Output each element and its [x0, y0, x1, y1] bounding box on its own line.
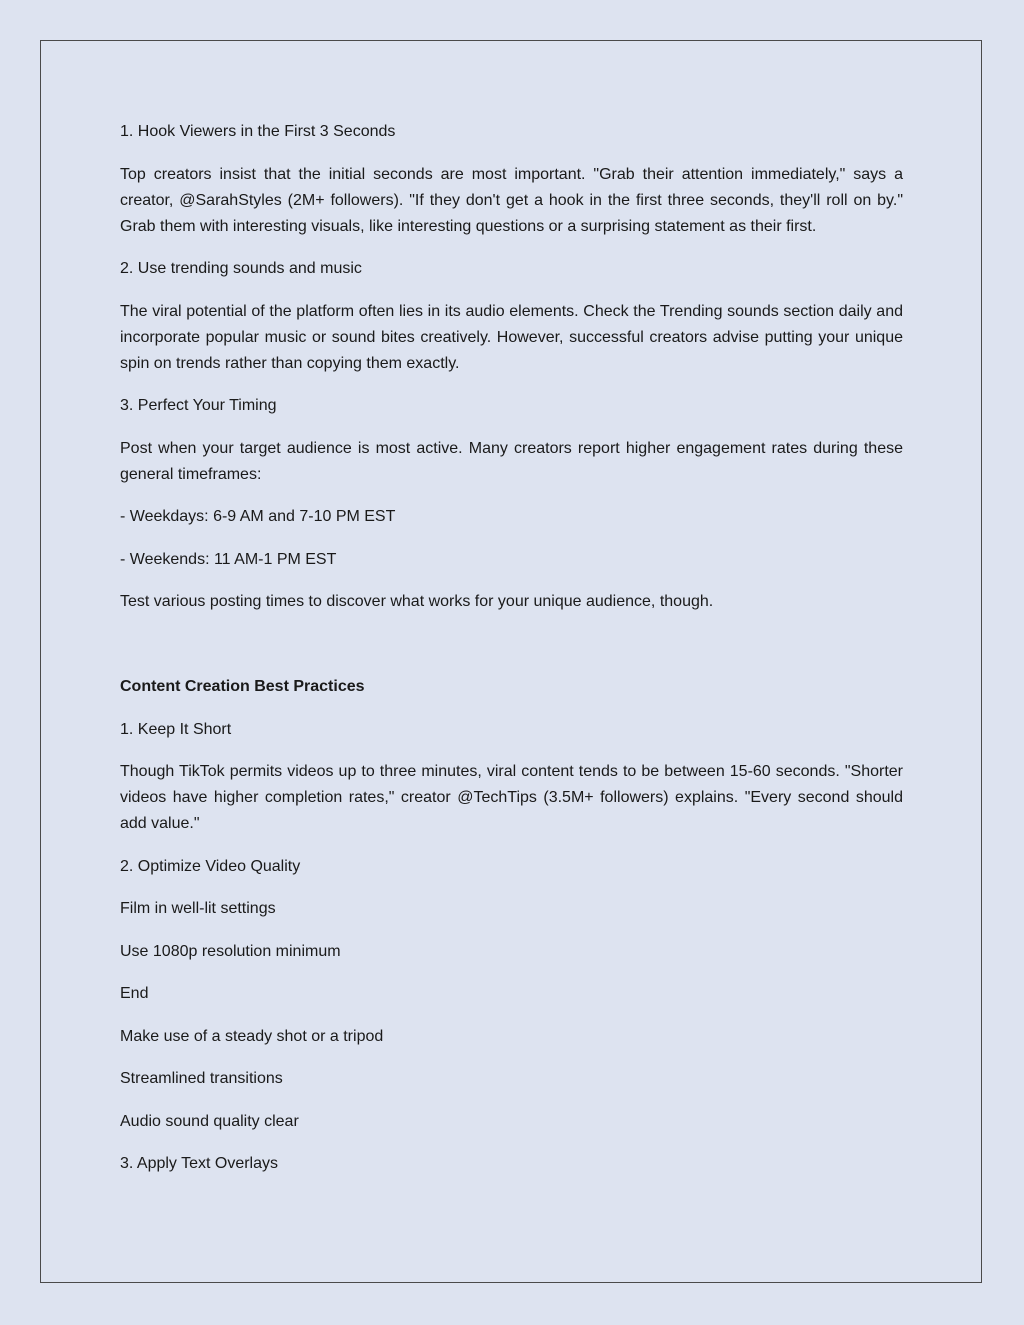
- item-perfect-timing: 3. Perfect Your Timing: [120, 397, 277, 414]
- item-video-quality: 2. Optimize Video Quality: [120, 857, 301, 875]
- bullet-weekdays: - Weekdays: 6-9 AM and 7-10 PM EST: [120, 508, 396, 525]
- line-resolution: Use 1080p resolution minimum: [120, 942, 341, 960]
- heading-content-creation: Content Creation Best Practices: [120, 678, 365, 695]
- item-trending-sounds: 2. Use trending sounds and music: [120, 260, 362, 277]
- line-steady-shot: Make use of a steady shot or a tripod: [120, 1027, 384, 1045]
- paragraph-keep-short: Though TikTok permits videos up to three minutes, viral content tends to be between 15-60 seconds. "Shorter videos have higher completion rates," creator @TechTips (3.5M+ followers) explains. "Every second should add value.": [120, 763, 903, 832]
- line-audio: Audio sound quality clear: [120, 1112, 299, 1130]
- document-body: [120, 119, 903, 1194]
- paragraph-perfect-timing: Post when your target audience is most active. Many creators report higher engagement rates during these general timeframes:: [120, 439, 903, 483]
- paragraph-hook-viewers: Top creators insist that the initial seconds are most important. "Grab their attention immediately," says a creator, @SarahStyles (2M+ followers). "If they don't get a hook in the first three seconds, they'll roll on by." Grab them with interesting visuals, like interesting questions or a surprising statement as their first.: [120, 165, 903, 235]
- item-keep-short: 1. Keep It Short: [120, 720, 232, 738]
- line-well-lit: Film in well-lit settings: [120, 900, 276, 917]
- line-end: End: [120, 985, 149, 1002]
- bullet-weekends: - Weekends: 11 AM-1 PM EST: [120, 550, 337, 568]
- item-hook-viewers: 1. Hook Viewers in the First 3 Seconds: [120, 123, 396, 140]
- paragraph-trending-sounds: The viral potential of the platform often lies in its audio elements. Check the Trending sounds section daily and incorporate popular music or sound bites creatively. However, successful creators advise putting your unique spin on trends rather than copying them exactly.: [120, 302, 903, 372]
- line-transitions: Streamlined transitions: [120, 1070, 283, 1087]
- item-text-overlays: 3. Apply Text Overlays: [120, 1155, 278, 1172]
- paragraph-test-times: Test various posting times to discover what works for your unique audience, though.: [120, 593, 714, 610]
